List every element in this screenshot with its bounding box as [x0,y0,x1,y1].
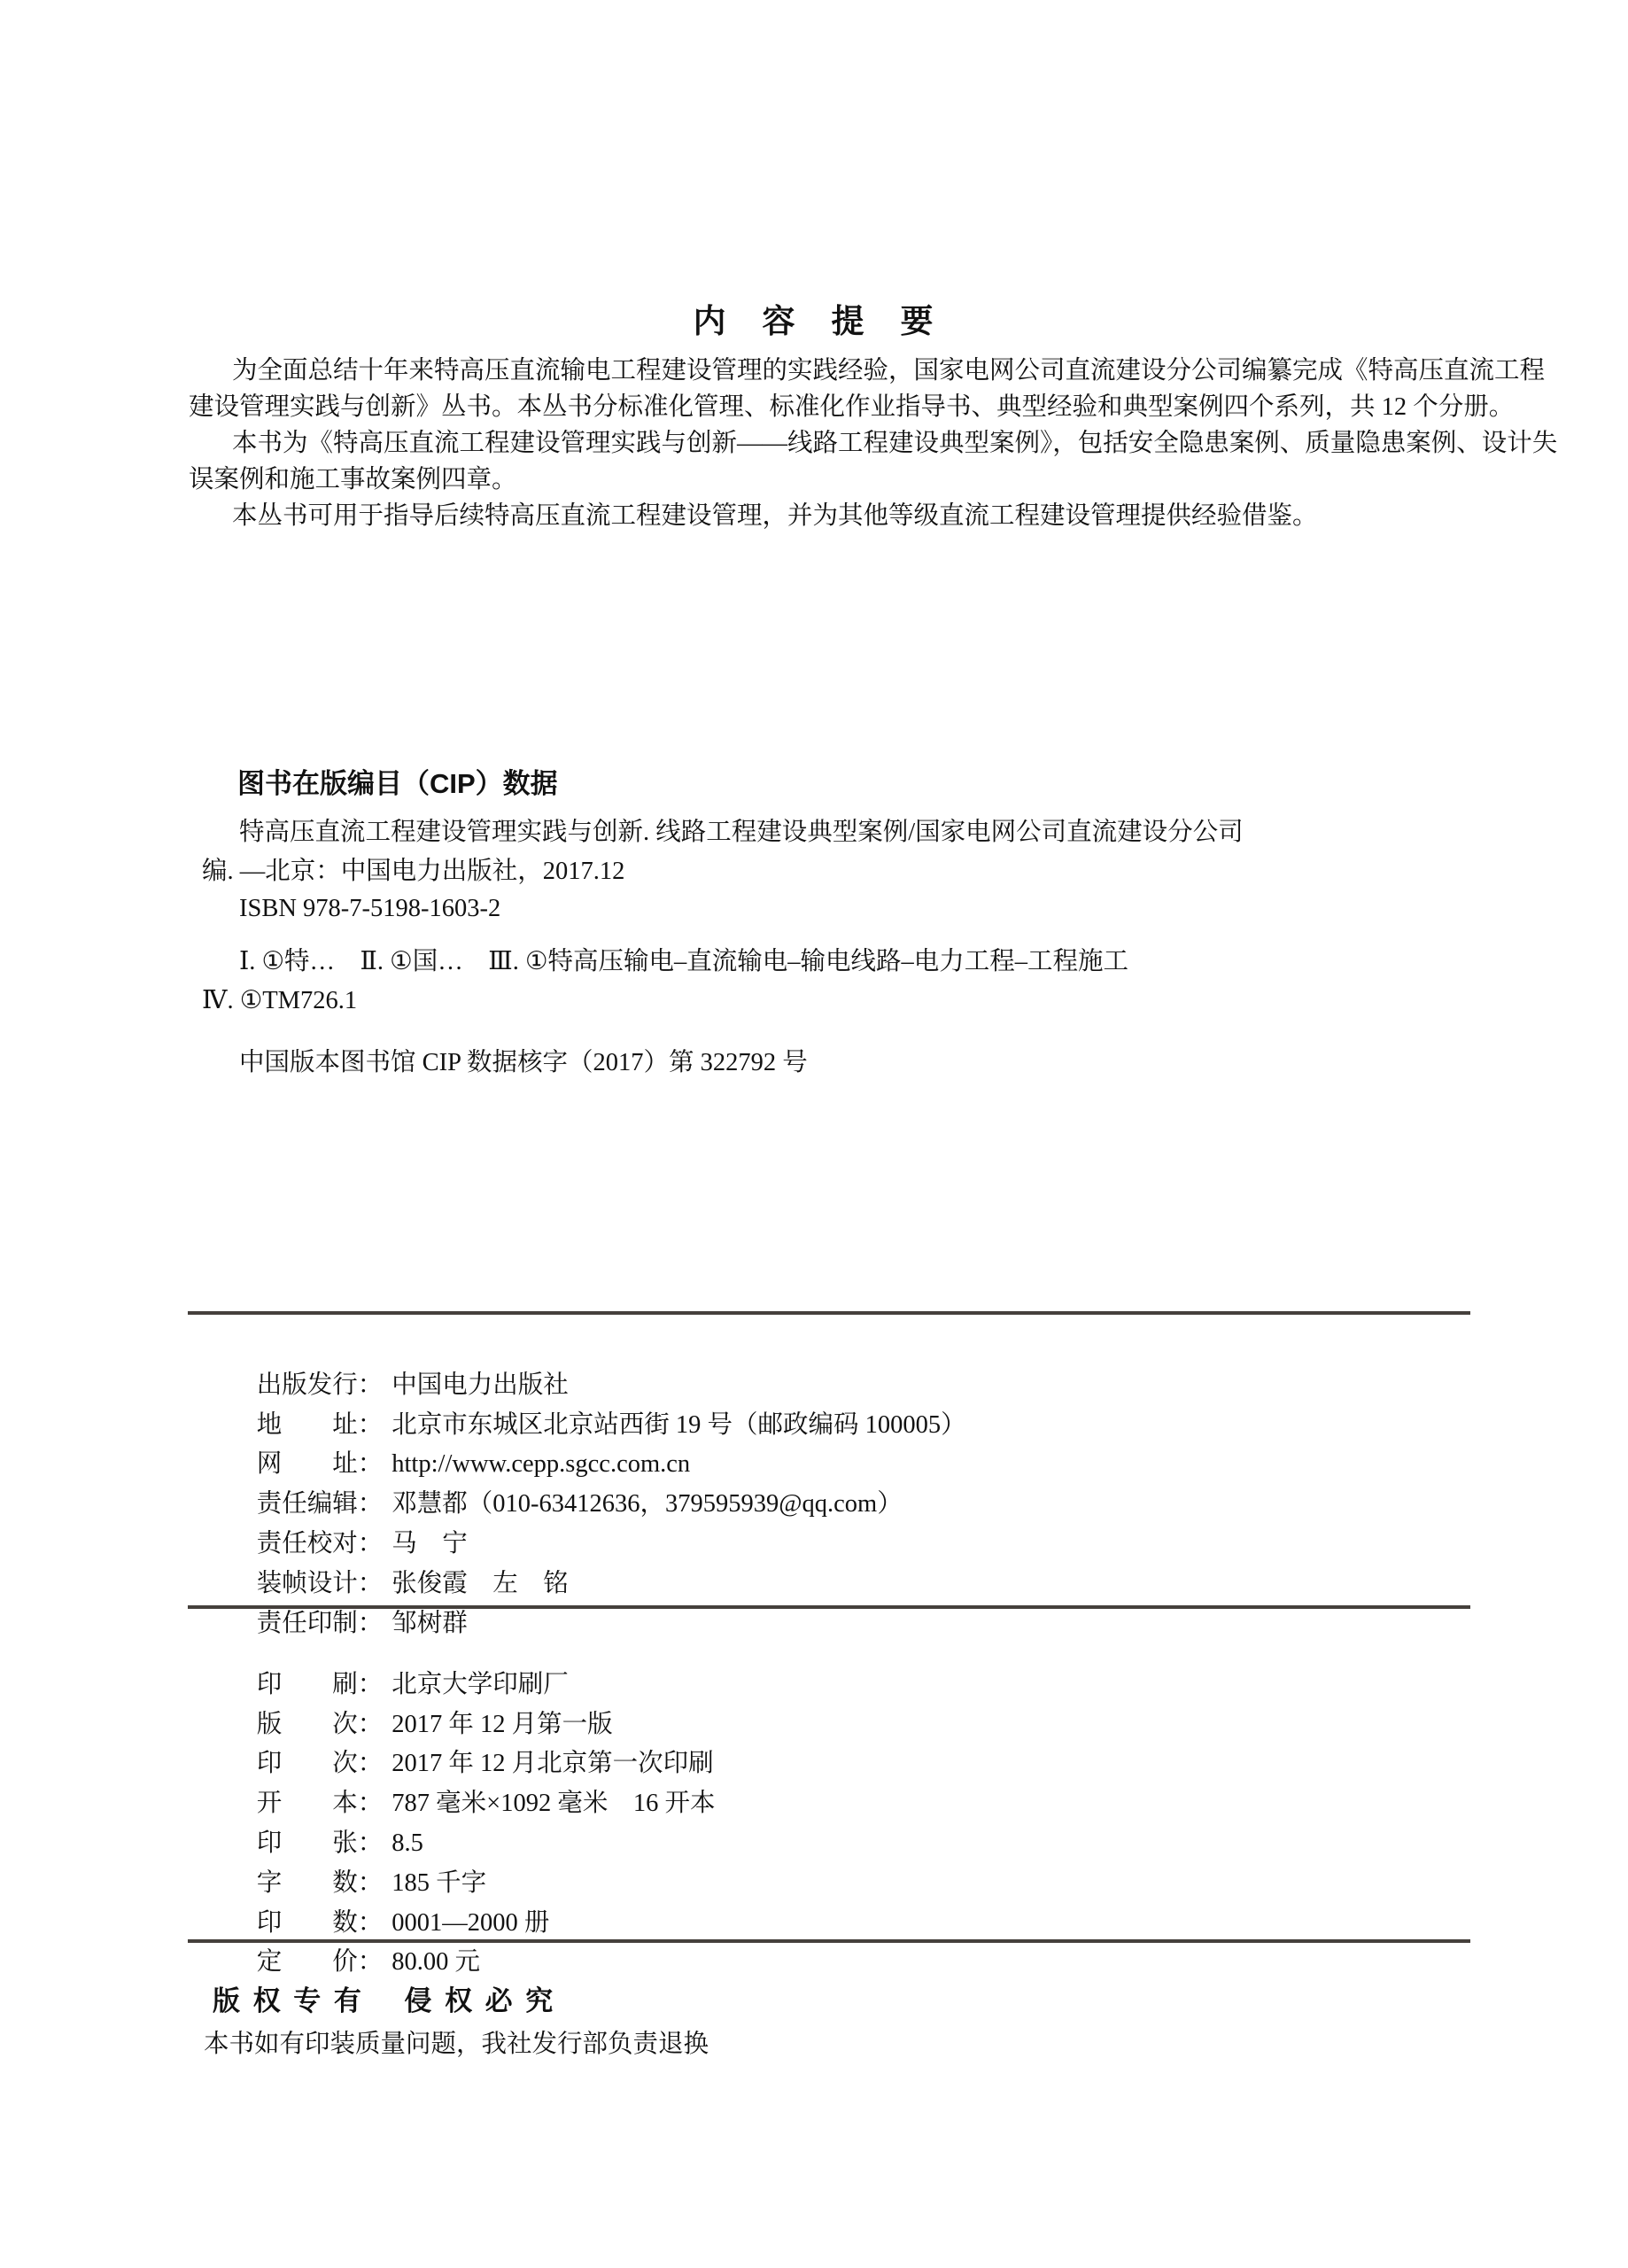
row-label: 地 址： [256,1410,384,1439]
returns-policy-line: 本书如有印装质量问题，我社发行部负责退换 [204,2031,709,2058]
row-label: 责任校对： [256,1529,384,1557]
row-value: 邓慧都（010-63412636，379595939@qq.com） [391,1490,903,1518]
summary-line-5: 本丛书可用于指导后续特高压直流工程建设管理，并为其他等级直流工程建设管理提供经验借鉴。 [232,502,1318,530]
cip-entry-line-1: 特高压直流工程建设管理实践与创新. 线路工程建设典型案例/国家电网公司直流建设分公司 [239,819,1244,846]
row-label: 开 本： [256,1790,384,1818]
divider-middle [188,1605,1470,1609]
row-value: 8.5 [391,1829,423,1857]
summary-line-3: 本书为《特高压直流工程建设管理实践与创新——线路工程建设典型案例》，包括安全隐患案例、质量隐患案例、设计失 [232,430,1558,457]
cip-isbn: ISBN 978-7-5198-1603-2 [239,895,501,922]
summary-line-2: 建设管理实践与创新》丛书。本丛书分标准化管理、标准化作业指导书、典型经验和典型案例四个系列，共 12 个分册。 [189,393,1515,421]
row-value: 2017 年 12 月第一版 [391,1710,613,1738]
printing-info-block [219,1626,716,1977]
row-value: 80.00 元 [391,1948,481,1977]
row-label: 出版发行： [256,1371,384,1399]
cip-heading: 图书在版编目（CIP）数据 [237,768,558,799]
row-label: 印 数： [256,1908,384,1937]
divider-top [188,1311,1470,1315]
summary-line-1: 为全面总结十年来特高压直流输电工程建设管理的实践经验，国家电网公司直流建设分公司编纂完成《特高压直流工程 [232,357,1546,384]
content-summary-paragraphs [189,353,1558,534]
copyright-notice: 版 权 专 有 侵 权 必 究 [213,1985,556,2016]
row-value: 马 宁 [391,1529,468,1557]
row-value: 张俊霞 左 铭 [391,1569,569,1597]
row-label: 印 次： [256,1750,384,1778]
row-value: 787 毫米×1092 毫米 16 开本 [391,1790,716,1818]
divider-bottom [188,1939,1470,1943]
publisher-row [219,1326,966,1399]
publisher-info-block [219,1326,966,1637]
row-label: 装帧设计： [256,1569,384,1597]
row-label: 网 址： [256,1450,384,1479]
row-label: 印 张： [256,1829,384,1857]
row-value: 185 千字 [391,1868,487,1897]
cip-record-number: 中国版本图书馆 CIP 数据核字（2017）第 322792 号 [239,1049,808,1076]
summary-line-4: 误案例和施工事故案例四章。 [189,466,517,493]
row-value: 邹树群 [391,1609,468,1637]
row-value: 北京大学印刷厂 [391,1670,569,1698]
content-summary-title: 内 容 提 要 [693,303,935,339]
row-label: 责任编辑： [256,1490,384,1518]
row-value: 北京市东城区北京站西街 19 号（邮政编码 100005） [391,1410,966,1439]
printing-row [219,1626,715,1698]
cip-class-line-1: Ⅰ. ①特… Ⅱ. ①国… Ⅲ. ①特高压输电–直流输电–输电线路–电力工程–工程施工 [239,948,1129,975]
cip-class-line-2: Ⅳ. ①TM726.1 [202,987,358,1014]
row-value website-url: http://www.cepp.sgcc.com.cn [391,1450,691,1479]
row-label: 责任印制： [256,1609,384,1637]
row-value: 中国电力出版社 [391,1371,569,1399]
row-label: 版 次： [256,1710,384,1738]
row-value: 2017 年 12 月北京第一次印刷 [391,1750,714,1778]
row-value: 0001—2000 册 [391,1908,550,1937]
cip-entry-line-2: 编. —北京：中国电力出版社，2017.12 [202,858,625,885]
row-label: 定 价： [256,1948,384,1977]
row-label: 印 刷： [256,1670,384,1698]
row-label: 字 数： [256,1868,384,1897]
